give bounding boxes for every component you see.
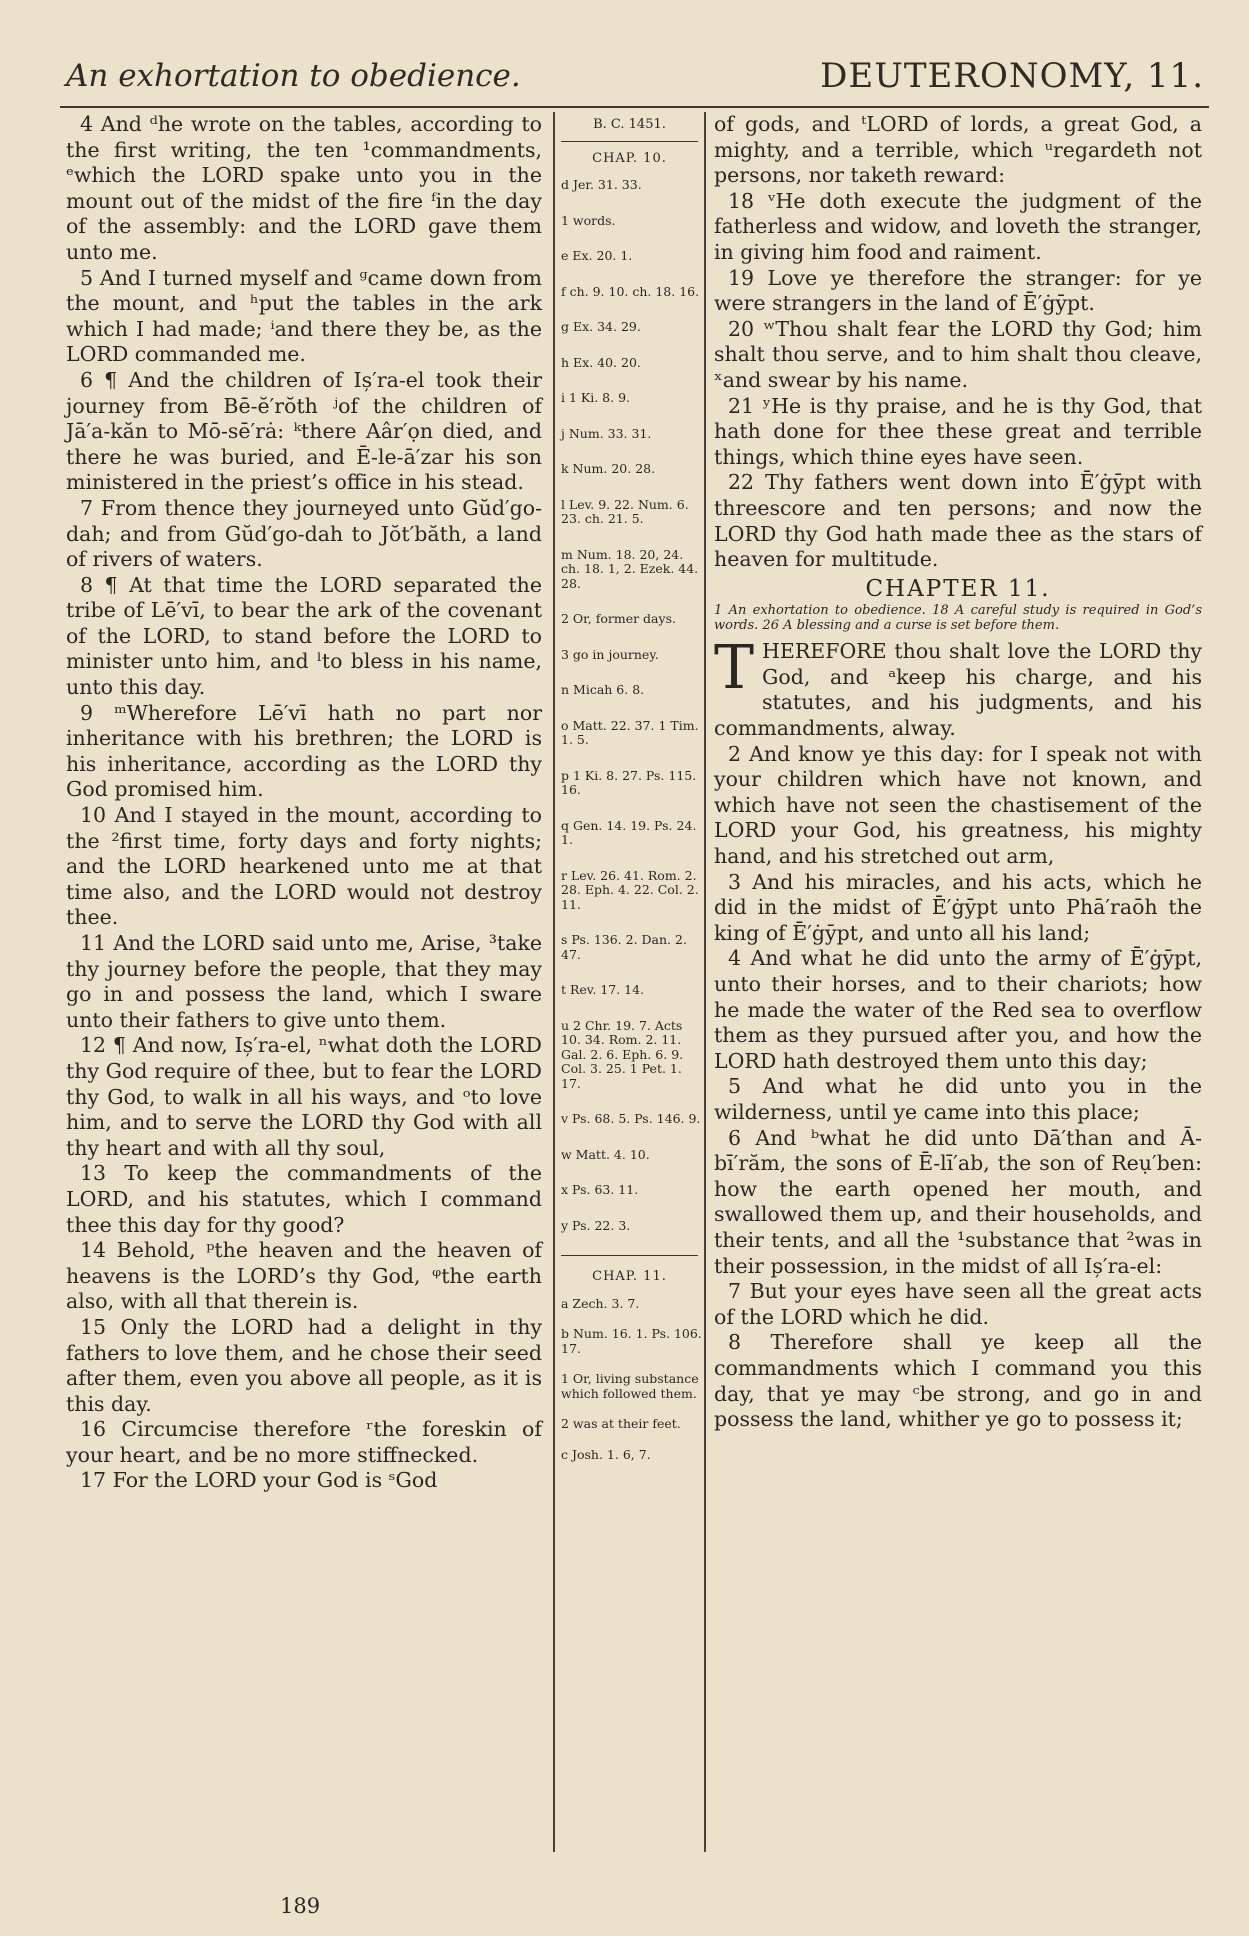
verse: of gods, and ᵗLORD of lords, a great God, a mighty, and a terrible, which ᵘregardeth not persons, nor taketh reward:: [714, 112, 1202, 188]
cross-reference: h Ex. 40. 20.: [561, 354, 641, 370]
cross-reference: s Ps. 136. 2. Dan. 2. 47.: [561, 932, 687, 962]
cross-reference: 2 was at their feet.: [561, 1416, 681, 1431]
verse: 2 And know ye this day: for I speak not with your children which have not known, and which have not seen the chastisement of the LORD your God, his greatness, his mighty hand, and his stretched out arm,: [714, 741, 1202, 869]
cross-reference: c Josh. 1. 6, 7.: [561, 1446, 651, 1462]
chapter-10-reference-heading: CHAP. 10.: [592, 150, 667, 166]
first-verse-text: HEREFORE thou shalt love the LORD thy God, and ᵃkeep his charge, and his statutes, and his judgments, and his commandments, alway.: [714, 639, 1202, 741]
verse: 22 Thy fathers went down into Ē′ġȳpt with threescore and ten persons; and now the LORD thy God hath made thee as the stars of heaven for multitude.: [714, 470, 1202, 572]
verse: 4 And what he did unto the army of Ē′ġȳpt, unto their horses, and to their chariots; how he made the water of the Red sea to overflow them as they pursued after you, and how the LORD hath destroyed them unto this day;: [714, 946, 1202, 1073]
verse: 18 ᵛHe doth execute the judgment of the fatherless and widow, and loveth the stranger, in giving him food and raiment.: [714, 188, 1202, 264]
verse: 12 ¶ And now, Iș′ra-el, ⁿwhat doth the LORD thy God require of thee, but to fear the LORD thy God, to walk in all his ways, and ᵒto love him, and to serve the LORD thy God with all thy heart and with all thy soul,: [66, 1033, 542, 1160]
column-divider-right: [704, 112, 706, 1852]
cross-reference: p 1 Ki. 8. 27. Ps. 115. 16.: [561, 767, 697, 797]
cross-reference: 1 Or, living substance which followed them.: [561, 1371, 699, 1401]
cross-reference: v Ps. 68. 5. Ps. 146. 9.: [561, 1111, 701, 1126]
page-header-right: DEUTERONOMY, 11.: [820, 56, 1204, 96]
right-text-column: [714, 112, 1202, 1433]
year-label: B. C. 1451.: [593, 117, 666, 132]
cross-reference: a Zech. 3. 7.: [561, 1295, 640, 1311]
cross-reference: w Matt. 4. 10.: [561, 1146, 650, 1162]
verse: 8 ¶ At that time the LORD separated the tribe of Lē′vī, to bear the ark of the covenant of the LORD, to stand before the LORD to minister unto him, and ˡto bless in his name, unto this day.: [66, 572, 542, 700]
verse: 21 ʸHe is thy praise, and he is thy God, that hath done for thee these great and terrible things, which thine eyes have seen.: [714, 393, 1202, 469]
chapter-10-reference-list: [557, 178, 702, 1233]
chapter-title: CHAPTER 11.: [865, 575, 1051, 602]
chapter-synopsis: 1 An exhortation to obedience. 18 A careful study is required in God’s words. 26 A blessing and a curse is set before them.: [714, 603, 1202, 633]
verse: 5 And I turned myself and ᵍcame down from the mount, and ʰput the tables in the ark which I had made; ⁱand there they be, as the LORD commanded me.: [66, 265, 542, 367]
cross-reference: k Num. 20. 28.: [561, 461, 656, 476]
cross-reference-column: [557, 112, 702, 1478]
cross-reference: 2 Or, former days.: [561, 611, 676, 626]
chapter-11-reference-list: [557, 1297, 702, 1463]
verse: 7 But your eyes have seen all the great acts of the LORD which he did.: [714, 1279, 1202, 1329]
verse: 19 Love ye therefore the stranger: for ye were strangers in the land of Ē′ġȳpt.: [714, 265, 1202, 316]
verse: 9 ᵐWherefore Lē′vī hath no part nor inheritance with his brethren; the LORD is his inheritance, according as the LORD thy God promised him.: [66, 700, 542, 802]
cross-reference: x Ps. 63. 11.: [561, 1182, 639, 1197]
left-text-column: [66, 112, 542, 1494]
cross-reference: i 1 Ki. 8. 9.: [561, 390, 631, 405]
verse: 3 And his miracles, and his acts, which he did in the midst of Ē′ġȳpt unto Phā′raōh the king of Ē′ġȳpt, and unto all his land;: [714, 869, 1202, 945]
reference-rule: [561, 141, 698, 142]
verse: 15 Only the LORD had a delight in thy fathers to love them, and he chose their seed after them, even you above all people, as it is this day.: [66, 1314, 542, 1416]
cross-reference: u 2 Chr. 19. 7. Acts 10. 34. Rom. 2. 11. Gal. 2. 6. Eph. 6. 9. Col. 3. 25. 1 Pet. 1. 17.: [561, 1017, 684, 1091]
header-rule: [60, 106, 1209, 108]
cross-reference: t Rev. 17. 14.: [561, 982, 645, 997]
verse: 10 And I stayed in the mount, according to the ²first time, forty days and forty nights; and the LORD hearkened unto me at that time also, and the LORD would not destroy thee.: [66, 803, 542, 930]
cross-reference: f ch. 9. 10. ch. 18. 16.: [561, 283, 700, 299]
verse: 6 And ᵇwhat he did unto Dā′than and Ā-bī′răm, the sons of Ē-lī′ab, the son of Reụ′ben: how the earth opened her mouth, and swallowed them up, and their households, and their tents, and all the ¹substance that ²was in their possession, in the midst of all Iș′ra-el:: [714, 1125, 1202, 1278]
page-number: 189: [280, 1894, 321, 1918]
column-divider-left: [553, 112, 555, 1852]
page-header-left: An exhortation to obedience.: [66, 58, 521, 94]
verse: 14 Behold, ᵖthe heaven and the heaven of heavens is the LORD’s thy God, ᵠthe earth also, with all that therein is.: [66, 1238, 542, 1314]
cross-reference: l Lev. 9. 22. Num. 6. 23. ch. 21. 5.: [561, 496, 689, 526]
verse: 8 Therefore shall ye keep all the commandments which I command you this day, that ye may ᶜbe strong, and go in and possess the land, whither ye go to possess it;: [714, 1330, 1202, 1432]
dropcap-letter: T: [714, 633, 755, 704]
cross-reference: r Lev. 26. 41. Rom. 2. 28. Eph. 4. 22. Col. 2. 11.: [561, 867, 699, 912]
chapter-11-reference-heading: CHAP. 11.: [592, 1269, 667, 1284]
cross-reference: y Ps. 22. 3.: [561, 1217, 631, 1233]
cross-reference: 1 words.: [561, 212, 616, 228]
cross-reference: o Matt. 22. 37. 1 Tim. 1. 5.: [561, 717, 699, 747]
reference-rule: [561, 1255, 698, 1256]
verse: 17 For the LORD your God is ˢGod: [80, 1468, 438, 1493]
verse: 11 And the LORD said unto me, Arise, ³take thy journey before the people, that they may go in and possess the land, which I sware unto their fathers to give unto them.: [66, 931, 542, 1032]
cross-reference: 3 go in journey.: [561, 646, 659, 662]
verse: 7 From thence they journeyed unto Gŭd′go-dah; and from Gŭd′go-dah to Jŏt′băth, a land of rivers of waters.: [66, 495, 542, 572]
cross-reference: n Micah 6. 8.: [561, 682, 645, 697]
first-verse: [714, 633, 1202, 741]
cross-reference: d Jer. 31. 33.: [561, 177, 642, 192]
verse: 6 ¶ And the children of Iș′ra-el took their journey from Bē-ĕ′rŏth ʲof the children of Jā′a-kăn to Mō-sē′rȧ: ᵏthere Aâr′ọn died, and there he was buried, and Ē-le-ā′zar his son ministered in the priest’s office in his stead.: [66, 367, 542, 495]
verse: 20 ʷThou shalt fear the LORD thy God; him shalt thou serve, and to him shalt thou cleave, ˣand swear by his name.: [714, 316, 1202, 392]
verse: 13 To keep the commandments of the LORD, and his statutes, which I command thee this day for thy good?: [66, 1161, 542, 1237]
cross-reference: j Num. 33. 31.: [561, 425, 652, 441]
cross-reference: e Ex. 20. 1.: [561, 248, 633, 263]
cross-reference: b Num. 16. 1. Ps. 106. 17.: [561, 1326, 702, 1356]
verse: 5 And what he did unto you in the wilderness, until ye came into this place;: [714, 1074, 1202, 1124]
cross-reference: q Gen. 14. 19. Ps. 24. 1.: [561, 817, 697, 847]
cross-reference: g Ex. 34. 29.: [561, 319, 641, 334]
verse: 4 And ᵈhe wrote on the tables, according to the first writing, the ten ¹commandments, ᵉwhich the LORD spake unto you in the mount out of the midst of the fire ᶠin the day of the assembly: and the LORD gave them unto me.: [66, 112, 542, 264]
cross-reference: m Num. 18. 20, 24. ch. 18. 1, 2. Ezek. 44. 28.: [561, 546, 699, 591]
verse: 16 Circumcise therefore ʳthe foreskin of your heart, and be no more stiffnecked.: [66, 1417, 542, 1467]
